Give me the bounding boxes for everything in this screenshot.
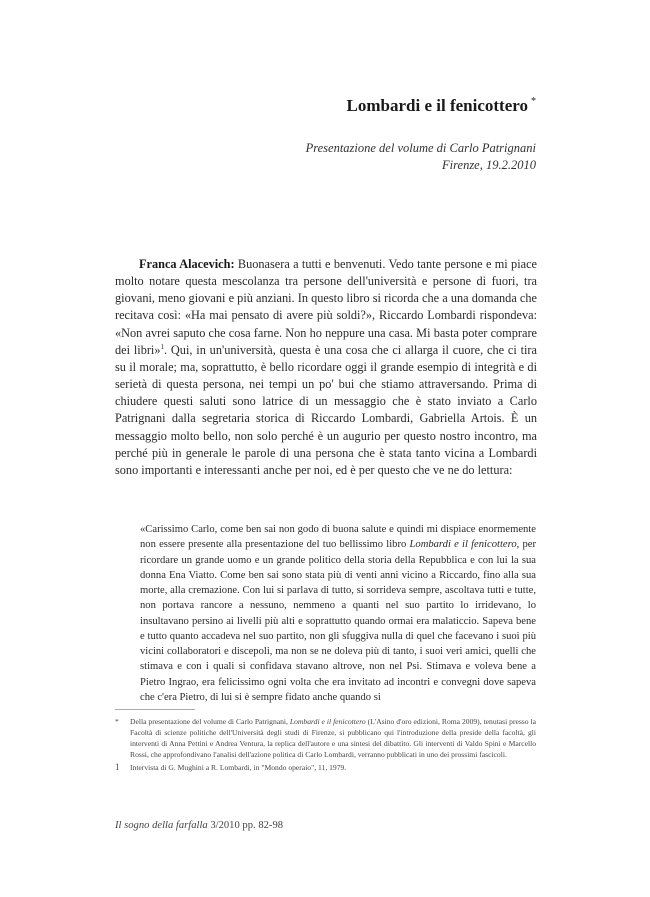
footnote-star-text-2: (L'Asino d'oro edizioni, Roma 2009), tenutasi presso la Facoltà di scienze politiche dell'Università degli studi di Firenze, si pubblicano qui l'introduzione della preside della facoltà, gli interventi di Anna Pettini e Andrea Ventura, la replica dell'autore e una sintesi del dibattito. Gli interventi di Valdo Spini e Marcello Rossi, che approfondivano l'analisi dell'azione politica di Carlo Lombardi, verranno pubblicati in uno dei prossimi fascicoli.	[130, 717, 536, 759]
article-title-text: Lombardi e il fenicottero	[346, 96, 528, 115]
footnotes	[115, 716, 536, 775]
body-text	[115, 256, 537, 479]
quote-book-title: Lombardi e il fenicottero	[409, 539, 517, 551]
quote-paragraph	[140, 522, 536, 705]
footnote-star	[115, 716, 536, 760]
footnote-1-text: Intervista di G. Mughini a R. Lombardi, in "Mondo operaio", 11, 1979.	[130, 763, 347, 772]
body-paragraph	[115, 256, 537, 479]
subtitle-event: Presentazione del volume di Carlo Patrignani	[305, 141, 536, 155]
journal-issue: 3/2010	[207, 820, 240, 831]
quote-text-part-2: , per ricordare un grande uomo e un grande politico della storia della Repubblica e con lui la sua donna Ena Viatto. Come ben sai sono stata più di venti anni vicino a Riccardo, fino alla sua morte, alla cremazione. Con lui si parlava di tutto, si sorrideva sempre, ascoltava tutti e tutte, non portava rancore a nessuno, nemmeno a quanti nel suo partito lo irridevano, lo insultavano persino ai livelli più alti e soprattutto quando ormai era malaticcio. Sapeva bene e tutto quanto accadeva nel suo partito, non gli sfuggiva nulla di quel che facevano i suoi più vicini collaboratori e discepoli, ma non se ne doleva più di tanto, i suoi veri amici, quelli che stimava e con i quali si confidava stavano altrove, non nel Psi. Stimava e voleva bene a Pietro Ingrao, era felicissimo ogni volta che era invitato ad incontri e convegni dove sapeva che c'era Pietro, di lui si è sempre fidato anche quando si	[140, 539, 537, 703]
footnote-star-text-1: Della presentazione del volume di Carlo Patrignani,	[130, 717, 290, 726]
footnote-ref-1: 1	[160, 342, 165, 351]
quote-text-part-1: «Carissimo Carlo, come ben sai non godo di buona salute e quindi mi dispiace enormemente non essere presente alla presentazione del tuo bellissimo libro	[140, 524, 536, 551]
footnote-star-mark: *	[115, 717, 119, 726]
footnote-star-book: Lombardi e il fenicottero	[289, 717, 366, 726]
article-title	[347, 96, 536, 116]
body-text-part-1: Buonasera a tutti e benvenuti. Vedo tante persone e mi piace molto notare questa mescolanza tra persone dell'università e persone di fuori, tra giovani, meno giovani e più anziani. In questo libro si ricorda che a una domanda che recitava così: «Ha mai pensato di avere più soldi?», Riccardo Lombardi rispondeva: «Non avrei saputo che cosa farne. Non ho neppure una casa. Mi basta poter comprare dei libri»	[115, 257, 537, 357]
subtitle-place-date: Firenze, 19.2.2010	[442, 158, 536, 172]
page-range: pp. 82-98	[239, 820, 284, 831]
speaker-name: Franca Alacevich:	[139, 257, 235, 271]
page-footer	[115, 820, 283, 831]
footnote-1	[115, 762, 536, 773]
title-footnote-mark: *	[531, 96, 536, 108]
body-text-part-2: . Qui, in un'università, questa è una cosa che ci allarga il cuore, che ci tira su il morale; ma, soprattutto, è bello ricordare oggi il grande esempio di integrità e di serietà di questa persona, nei tempi un po' bui che stiamo attraversando. Prima di chiudere questi saluti sono latrice di un messaggio che è stato inviato a Carlo Patrignani dalla segretaria storica di Riccardo Lombardi, Gabriella Artois. È un messaggio molto bello, non solo perché è un augurio per questo nostro incontro, ma perché più in generale le parole di una persona che è stata tanto vicina a Lombardi sono importanti e interessanti anche per noi, ed è per questo che ve ne do lettura:	[115, 342, 537, 477]
footnote-rule	[115, 709, 195, 710]
journal-name: Il sogno della farfalla	[115, 820, 208, 831]
footnote-1-mark: 1	[115, 762, 120, 772]
article-subtitle	[306, 140, 536, 174]
quoted-letter	[140, 522, 536, 705]
